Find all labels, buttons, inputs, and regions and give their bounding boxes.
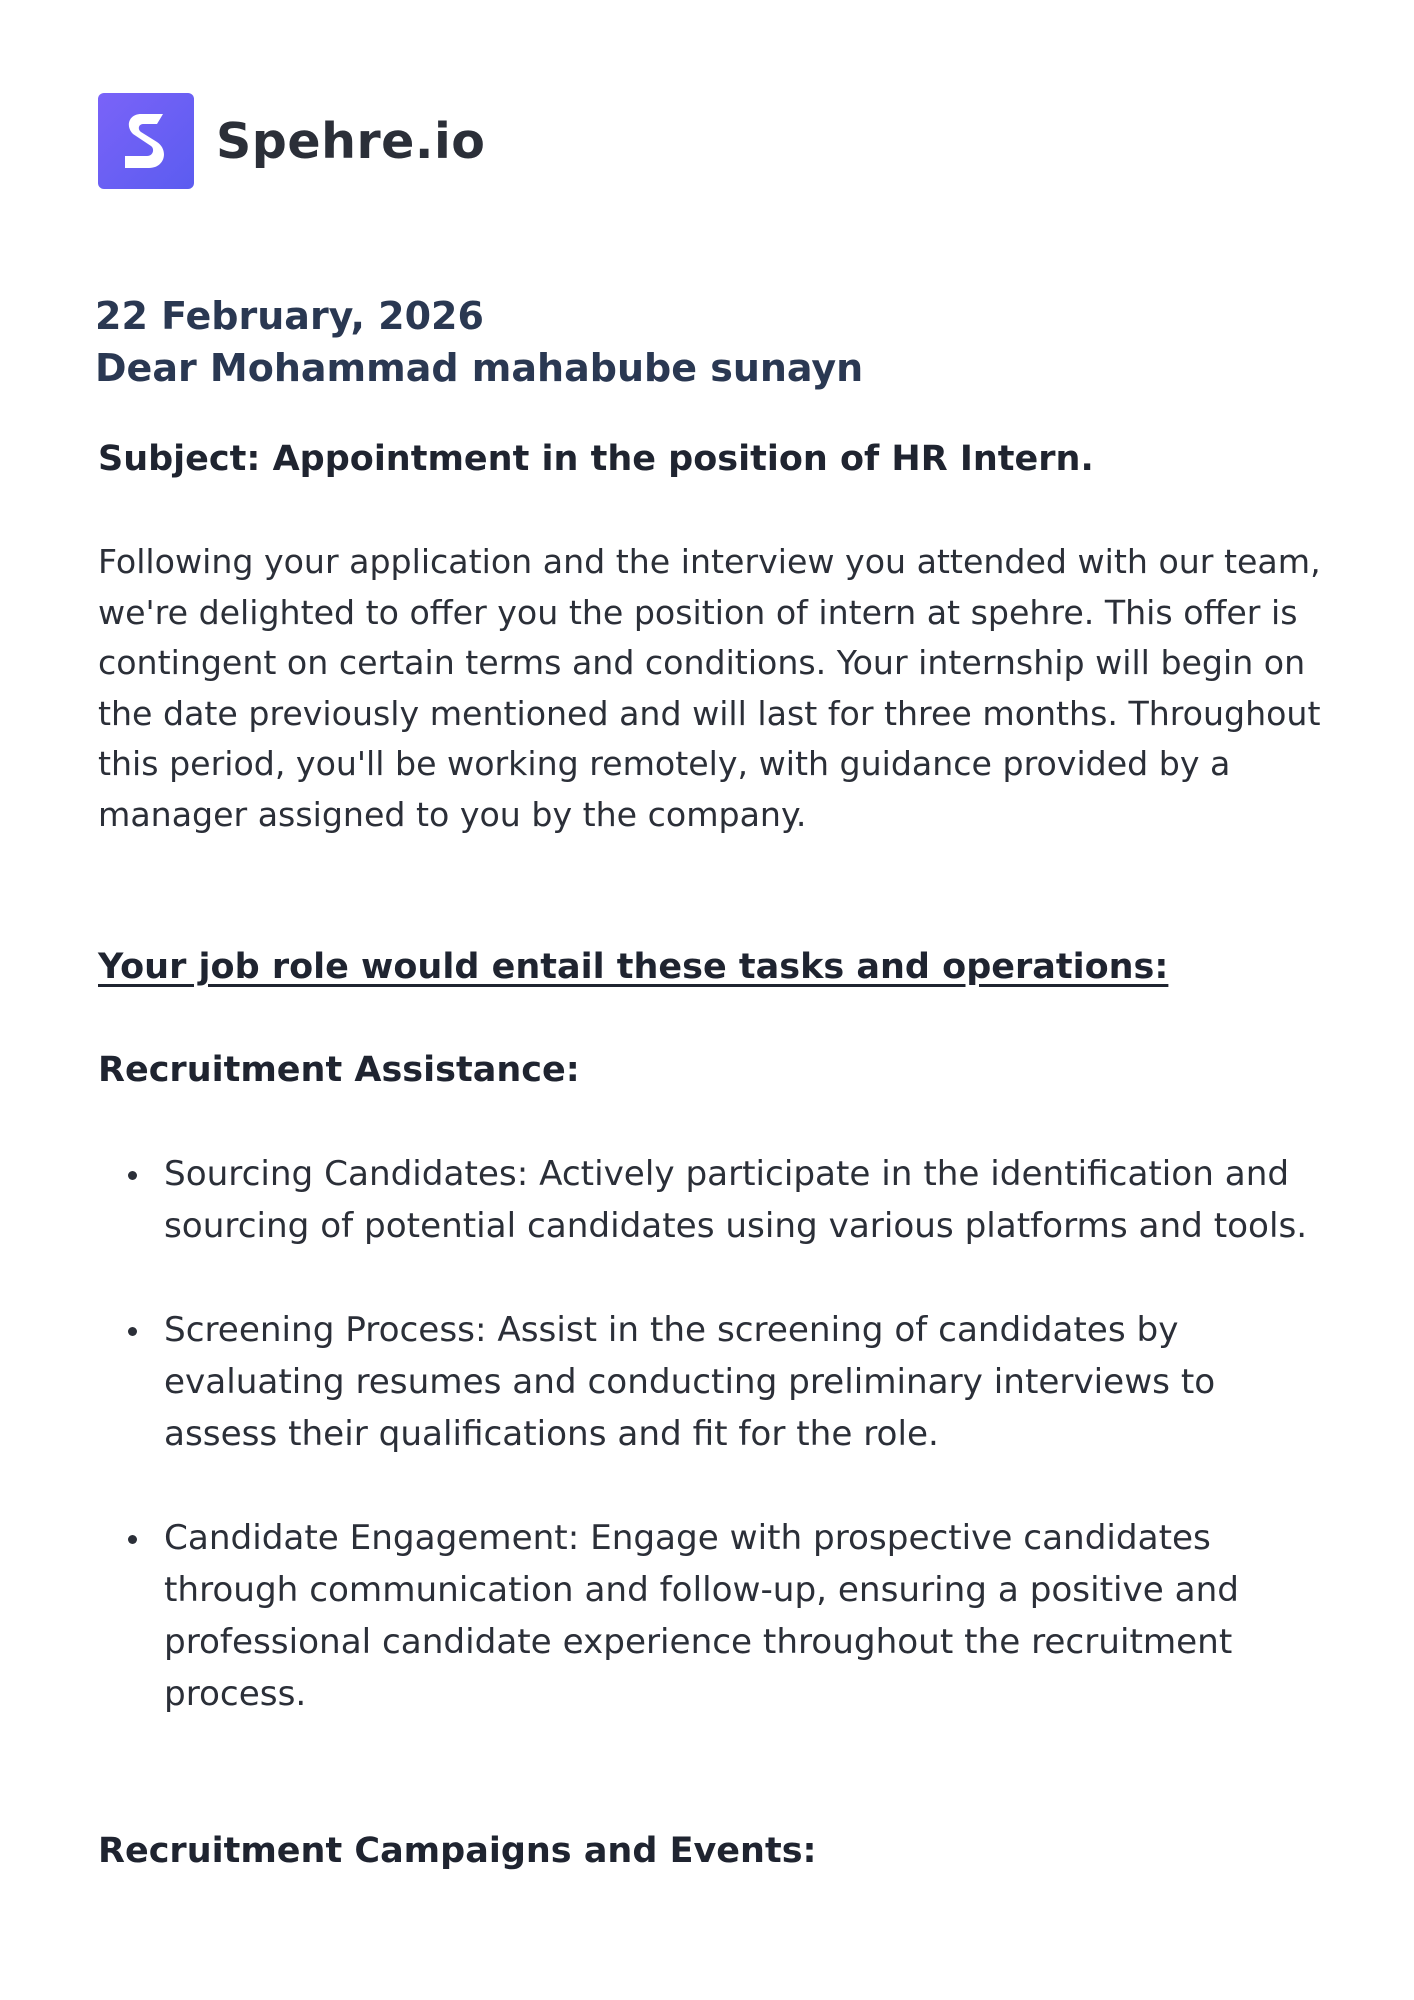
job-role-heading: Your job role would entail these tasks and operations: (98, 947, 1169, 987)
bullet-icon (128, 1327, 137, 1336)
brand-header (98, 93, 485, 189)
bullet-icon (128, 1535, 137, 1544)
list-item-text: Candidate Engagement: Engage with prospective candidates through communication and follow-up, ensuring a positive and professional candidate experience throughout the recruitment process. (164, 1518, 1239, 1714)
list-item (98, 1304, 1338, 1460)
bullet-icon (128, 1171, 137, 1180)
recruitment-assistance-list (98, 1148, 1338, 1772)
list-item-text: Sourcing Candidates: Actively participate in the identification and sourcing of potential candidates using various platforms and tools. (164, 1154, 1308, 1246)
brand-name: Spehre.io (216, 112, 486, 170)
list-item (98, 1512, 1338, 1720)
letter-subject: Subject: Appointment in the position of HR Intern. (98, 439, 1094, 479)
brand-logo-icon (98, 93, 194, 189)
letter-salutation: Dear Mohammad mahabube sunayn (95, 346, 864, 390)
date-salutation-block (95, 290, 863, 394)
list-item-text: Screening Process: Assist in the screening of candidates by evaluating resumes and conducting preliminary interviews to assess their qualifications and fit for the role. (164, 1310, 1216, 1454)
recruitment-assistance-heading: Recruitment Assistance: (98, 1050, 580, 1090)
letter-date: 22 February, 2026 (95, 294, 484, 338)
recruitment-campaigns-heading: Recruitment Campaigns and Events: (98, 1831, 817, 1871)
list-item (98, 1148, 1338, 1252)
intro-paragraph: Following your application and the interview you attended with our team, we're delighted to offer you the position of intern at spehre. This offer is contingent on certain terms and conditions. Your internship will begin on the date previously mentioned and will last for three months. Throughout this period, you'll be working remotely, with guidance provided by a manager assigned to you by the company. (98, 542, 1321, 834)
